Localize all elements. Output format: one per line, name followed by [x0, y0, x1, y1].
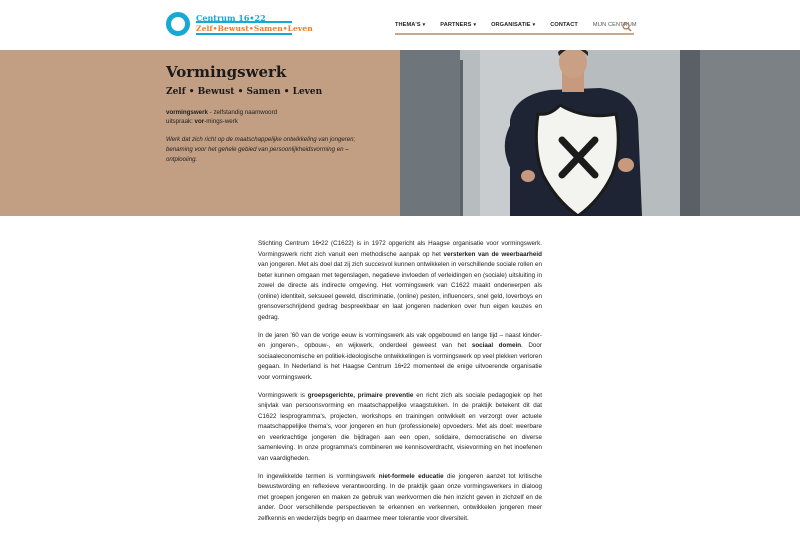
main-nav: [395, 19, 652, 31]
text-run: die jongeren aanzet tot kritische bewustwording en reflexieve verantwoording. In de praktijk gaan onze vormingswerkers in dialoog met groepen jongeren en maken ze gebruik van werkvormen die hen inzicht geven in zichzelf en de ander. Door verschillende perspectieven te erkennen en verkennen, ontwikkelen jongeren meer zelfkennis en wederzijds begrip en daarmee meer tolerantie voor diversiteit.: [258, 472, 542, 522]
chevron-down-icon: ▾: [473, 22, 477, 28]
hero-definition: [166, 108, 376, 126]
logo-underline: [196, 33, 292, 35]
text-emphasis: niet-formele educatie: [378, 472, 444, 480]
nav-item-partners[interactable]: [440, 22, 476, 28]
text-emphasis: sociaal domein: [471, 342, 522, 349]
site-logo[interactable]: [166, 12, 313, 40]
article-paragraph: [258, 239, 542, 323]
hero-photo-illustration: [400, 50, 800, 216]
hero-subtitle: Zelf • Bewust • Samen • Leven: [166, 87, 323, 97]
logo-title: Centrum 16•22: [196, 13, 266, 23]
article-paragraph: [258, 331, 542, 384]
hero-banner: [0, 50, 800, 216]
definition-type: - zelfstandig naamwoord: [207, 109, 278, 116]
text-run: In ingewikkelde termen is vormingswerk: [258, 472, 379, 480]
chevron-down-icon: ▾: [422, 22, 426, 28]
text-emphasis: versterken van de weerbaarheid: [443, 250, 543, 258]
text-run: . Door sociaaleconomische en politiek-ideologische ontwikkelingen is vormingswerk op veel plekken verloren gegaan. In Nederland is het Haagse Centrum 16•22 momenteel de enige uitvoerende organisatie voor vormingswerk.: [258, 342, 542, 381]
search-button[interactable]: [622, 19, 632, 29]
pronunciation-stress: vor: [194, 118, 205, 125]
nav-item-themas[interactable]: [395, 22, 425, 28]
hero-photo: [400, 50, 800, 216]
logo-ring-icon: [166, 12, 190, 36]
chevron-down-icon: ▾: [532, 22, 536, 28]
nav-item-label: ORGANISATIE: [491, 22, 531, 28]
text-run: Vormingswerk is: [258, 391, 308, 399]
article-paragraph: [258, 472, 542, 525]
site-header: [0, 0, 800, 50]
nav-item-organisatie[interactable]: [491, 22, 535, 28]
pronunciation-rest: -mings-werk: [204, 118, 238, 125]
article-paragraph: [258, 391, 542, 465]
text-run: van jongeren. Met als doel dat zij zich succesvol kunnen ontwikkelen in verschillende sociale rollen en beter kunnen omgaan met tegenslagen, negatieve invloeden of verleidingen en (sociale) uitsluiting in zowel de directe als indirecte omgeving. Het vormingswerk van C1622 maakt onderwerpen als (online) identiteit, seksueel geweld, discriminatie, (online) pesten, influencers, snel geld, loverboys en grensoverschrijdend gedrag bespreekbaar en laat jongeren nadenken over hun eigen keuzes en gedrag.: [258, 261, 542, 321]
hero-quote: Werk dat zich richt op de maatschappelijke ontwikkeling van jongeren; benaming voor het gehele gebied van persoonlijkheidsvorming en –ontplooiing.: [166, 136, 356, 163]
logo-subtitle: Zelf•Bewust•Samen•Leven: [196, 24, 313, 33]
nav-item-label: CONTACT: [550, 22, 578, 28]
nav-item-contact[interactable]: [550, 22, 578, 28]
definition-line: [166, 108, 376, 117]
page-title: Vormingswerk: [166, 63, 287, 81]
text-emphasis: groepsgerichte, primaire preventie: [307, 391, 414, 399]
nav-item-label: MIJN CENTRUM: [592, 22, 637, 28]
article-body: [258, 239, 542, 532]
text-run: en richt zich als sociale pedagogiek op het snijvlak van persoonsvorming en maatschappelijke vraagstukken. In de praktijk betekent dit dat C1622 lesprogramma's, projecten, workshops en trainingen ontwikkelt en verzorgt over actuele maatschappelijke thema's, voor jongeren en hun (professionele) opvoeders. Met als doel: weerbare en veerkrachtige jongeren die bijdragen aan een open, solidaire, democratische en diverse samenleving. In onze programma's combineren we kennisoverdracht, visievorming en het inoefenen van vaardigheden.: [258, 391, 542, 462]
definition-word: vormingswerk: [166, 109, 208, 116]
pronunciation-line: [166, 117, 376, 126]
search-icon: [622, 22, 632, 32]
pronunciation-label: uitspraak:: [166, 118, 195, 125]
nav-item-label: PARTNERS: [440, 22, 472, 28]
hero-text: [166, 63, 376, 165]
nav-underline: [395, 33, 634, 35]
nav-item-label: THEMA'S: [395, 22, 421, 28]
text-run: Stichting Centrum 16•22 (C1622) is in 1972 opgericht als Haagse organisatie voor vormingswerk. Vormingswerk richt zich vanuit een methodische aanpak op het: [258, 240, 542, 258]
text-run: In de jaren '60 van de vorige eeuw is vormingswerk als vak opgebouwd en lange tijd – naast kinder- en jongeren-, opbouw-, en wijkwerk, onderdeel geweest van het: [258, 331, 542, 349]
